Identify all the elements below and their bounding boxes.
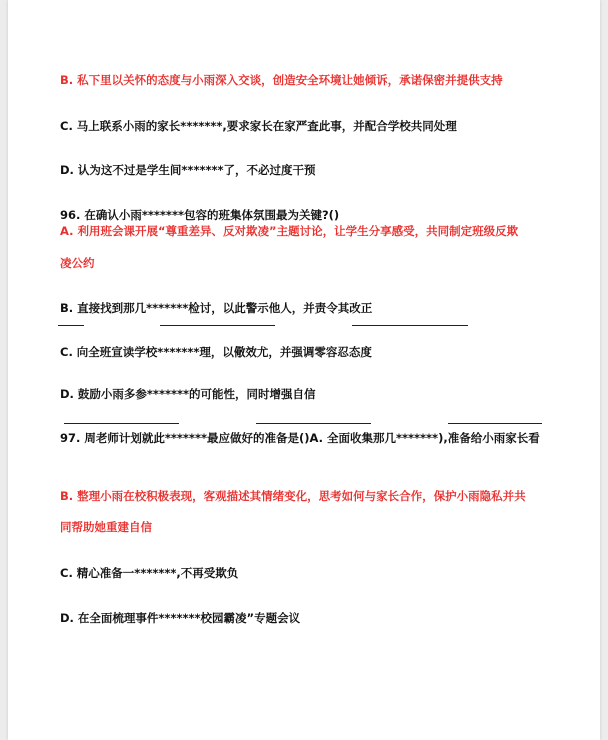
- option-97-d: D. 在全面梳理事件*******校园霸凌”专题会议: [60, 611, 301, 625]
- blank-line: [352, 325, 468, 326]
- option-96-a-line2: 凌公约: [60, 256, 95, 270]
- option-97-b-line2: 同帮助她重建自信: [60, 520, 152, 534]
- option-95-d: D. 认为这不过是学生间*******了，不必过度干预: [60, 163, 316, 177]
- option-96-c: C. 向全班宣读学校*******理，以儆效尤，并强调零容忍态度: [60, 345, 372, 359]
- option-97-c: C. 精心准备一*******,不再受欺负: [60, 566, 239, 580]
- document-page: [8, 0, 600, 740]
- blank-line: [64, 423, 179, 424]
- blank-line: [58, 325, 84, 326]
- blank-line: [160, 325, 275, 326]
- blank-line: [256, 423, 371, 424]
- option-96-d: D. 鼓励小雨多参*******的可能性，同时增强自信: [60, 387, 316, 401]
- option-96-b: B. 直接找到那几*******检讨，以此警示他人，并责令其改正: [60, 301, 373, 315]
- option-97-b-line1: B. 整理小雨在校积极表现，客观描述其情绪变化，思考如何与家长合作，保护小雨隐私并共: [60, 489, 526, 503]
- option-95-b: B. 私下里以关怀的态度与小雨深入交谈，创造安全环境让她倾诉，承诺保密并提供支持: [60, 73, 503, 87]
- question-96: 96. 在确认小雨*******包容的班集体氛围最为关键?(): [60, 208, 340, 222]
- option-95-c: C. 马上联系小雨的家长*******,要求家长在家严查此事，并配合学校共同处理: [60, 119, 457, 133]
- option-96-a-line1: A. 利用班会课开展“尊重差异、反对欺凌”主题讨论，让学生分享感受，共同制定班级反欺: [60, 224, 519, 238]
- question-97: 97. 周老师计划就此*******最应做好的准备是()A. 全面收集那几*******),准备给小雨家长看: [60, 431, 540, 445]
- blank-line: [448, 423, 542, 424]
